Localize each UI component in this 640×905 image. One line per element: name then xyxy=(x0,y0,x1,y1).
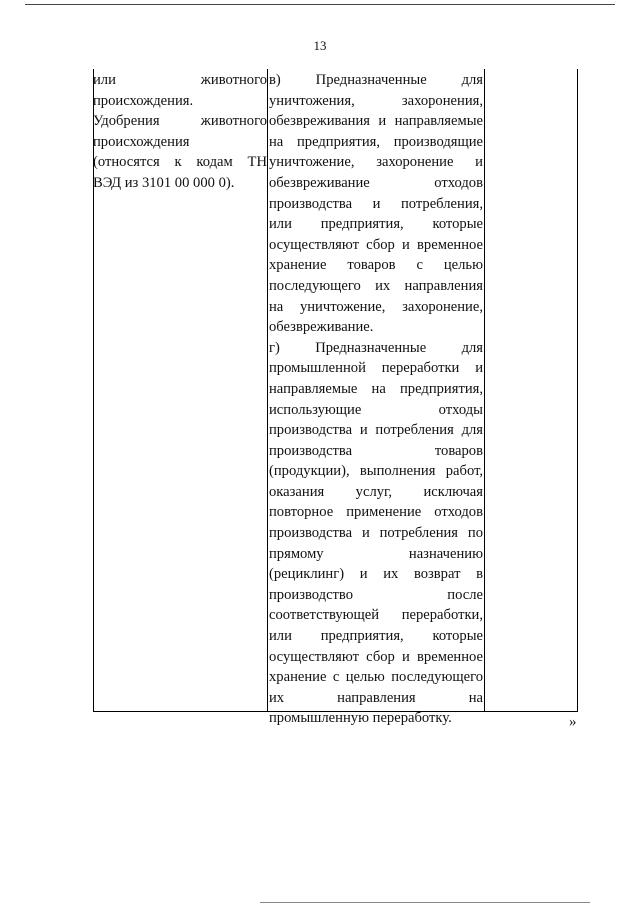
text-line: оказания услуг, исключая xyxy=(269,483,483,500)
document-table xyxy=(93,69,578,727)
table-column-divider-2 xyxy=(484,69,485,712)
text-line: (рециклинг) и их возврат в xyxy=(269,566,483,583)
text-line: на уничтожение, захоронение, xyxy=(269,298,483,315)
text-line: (относятся к кодам ТН xyxy=(93,154,267,171)
text-line: в) Предназначенные для xyxy=(269,72,483,88)
text-line: на предприятия, производящие xyxy=(269,133,483,150)
text-line: промышленную переработку. xyxy=(269,710,452,727)
text-line: осуществляют сбор и временное xyxy=(269,648,483,665)
scan-edge-bottom xyxy=(260,902,590,903)
page-number: 13 xyxy=(313,38,327,53)
table-right-border xyxy=(577,69,578,712)
text-line: повторное применение отходов xyxy=(269,504,483,521)
text-line: использующие отходы xyxy=(269,401,483,418)
text-line: производства и потребления по xyxy=(269,525,483,542)
text-line: соответствующей переработки, xyxy=(269,607,483,624)
text-line: хранение с целью последующего xyxy=(269,669,483,686)
text-line: г) Предназначенные для xyxy=(269,339,483,356)
text-line: ВЭД из 3101 00 000 0). xyxy=(93,174,235,191)
table-cell-purpose-description xyxy=(269,70,483,729)
text-line: происхождения xyxy=(93,133,190,150)
text-line: обезвреживание отходов xyxy=(269,174,483,191)
text-line: производства и потребления для xyxy=(269,422,483,439)
text-line: промышленной переработки и xyxy=(269,360,483,377)
text-line: происхождения. xyxy=(93,92,194,109)
table-column-divider-1 xyxy=(267,69,268,712)
text-line: или предприятия, которые xyxy=(269,628,483,645)
text-line: направляемые на предприятия, xyxy=(269,380,483,397)
text-line: последующего их направления xyxy=(269,277,483,294)
text-line: уничтожения, захоронения, xyxy=(269,92,483,109)
text-line: прямому назначению xyxy=(269,545,483,562)
text-line: производство после xyxy=(269,586,483,603)
table-cell-product-description xyxy=(93,70,267,194)
closing-quote: » xyxy=(569,714,577,730)
text-line: их направления на xyxy=(269,689,483,706)
text-line: хранение товаров с целью xyxy=(269,257,483,274)
text-line: уничтожение, захоронение и xyxy=(269,154,483,171)
text-line: производства и потребления, xyxy=(269,195,483,212)
text-line: осуществляют сбор и временное xyxy=(269,236,483,253)
text-line: или предприятия, которые xyxy=(269,216,483,233)
text-line: обезвреживания и направляемые xyxy=(269,113,483,130)
scan-edge-top xyxy=(25,4,615,5)
text-line: производства товаров xyxy=(269,442,483,459)
text-line: обезвреживание. xyxy=(269,319,374,336)
text-line: Удобрения животного xyxy=(93,113,267,130)
text-line: (продукции), выполнения работ, xyxy=(269,463,483,480)
text-line: или животного xyxy=(93,72,267,88)
